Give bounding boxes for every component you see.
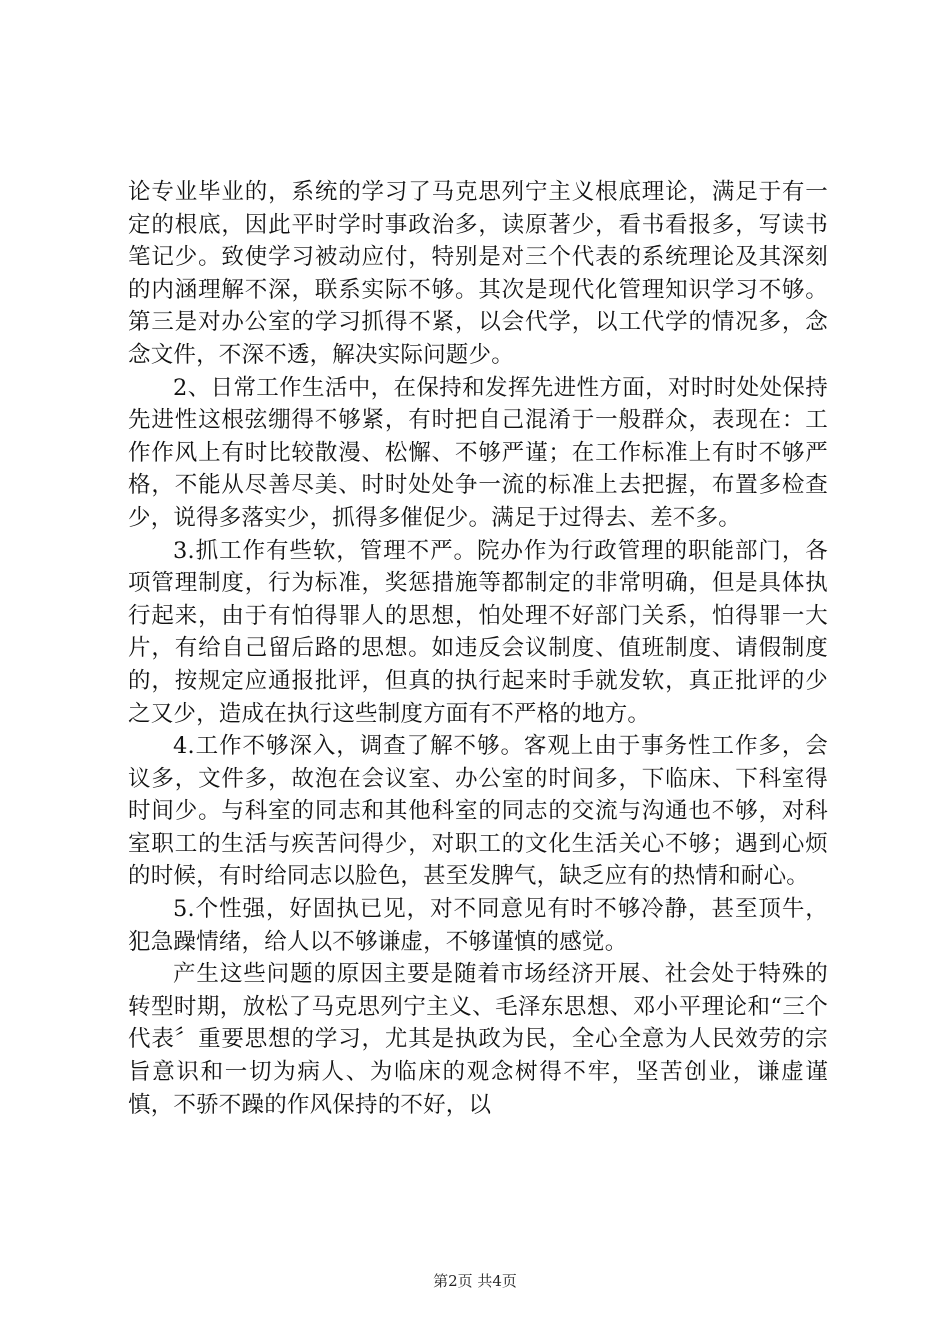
paragraph-5: 5.个性强，好固执已见，对不同意见有时不够冷静，甚至顶牛，犯急躁情绪，给人以不够谦虚，不够谨慎的感觉。 (128, 896, 828, 955)
paragraph-1: 论专业毕业的，系统的学习了马克思列宁主义根底理论，满足于有一定的根底，因此平时学时事政治多，读原著少，看书看报多，写读书笔记少。致使学习被动应付，特别是对三个代表的系统理论及其深刻的内涵理解不深，联系实际不够。其次是现代化管理知识学习不够。第三是对办公室的学习抓得不紧，以会代学，以工代学的情况多，念念文件，不深不透，解决实际问题少。 (128, 179, 828, 368)
paragraph-2: 2、日常工作生活中，在保持和发挥先进性方面，对时时处处保持先进性这根弦绷得不够紧，有时把自己混淆于一般群众，表现在：工作作风上有时比较散漫、松懈、不够严谨；在工作标准上有时不够严格，不能从尽善尽美、时时处处争一流的标准上去把握，布置多检查少，说得多落实少，抓得多催促少。满足于过得去、差不多。 (128, 374, 828, 531)
page-number-footer: 第2页 共4页 (433, 1272, 517, 1290)
paragraph-4: 4.工作不够深入，调查了解不够。客观上由于事务性工作多，会议多，文件多，故泡在会议室、办公室的时间多，下临床、下科室得时间少。与科室的同志和其他科室的同志的交流与沟通也不够，对科室职工的生活与疾苦问得少，对职工的文化生活关心不够；遇到心烦的时候，有时给同志以脸色，甚至发脾气，缺乏应有的热情和耐心。 (128, 733, 828, 890)
document-body (128, 176, 828, 1121)
paragraph-3: 3.抓工作有些软，管理不严。院办作为行政管理的职能部门，各项管理制度，行为标准，奖惩措施等都制定的非常明确，但是具体执行起来，由于有怕得罪人的思想，怕处理不好部门关系，怕得罪一大片，有给自己留后路的思想。如违反会议制度、值班制度、请假制度的，按规定应通报批评，但真的执行起来时手就发软，真正批评的少之又少，造成在执行这些制度方面有不严格的地方。 (128, 537, 828, 727)
paragraph-6: 产生这些问题的原因主要是随着市场经济开展、社会处于特殊的转型时期，放松了马克思列宁主义、毛泽东思想、邓小平理论和“三个代表〞重要思想的学习，尤其是执政为民，全心全意为人民效劳的宗旨意识和一切为病人、为临床的观念树得不牢，坚苦创业，谦虚谨慎，不骄不躁的作风保持的不好，以 (128, 961, 828, 1118)
